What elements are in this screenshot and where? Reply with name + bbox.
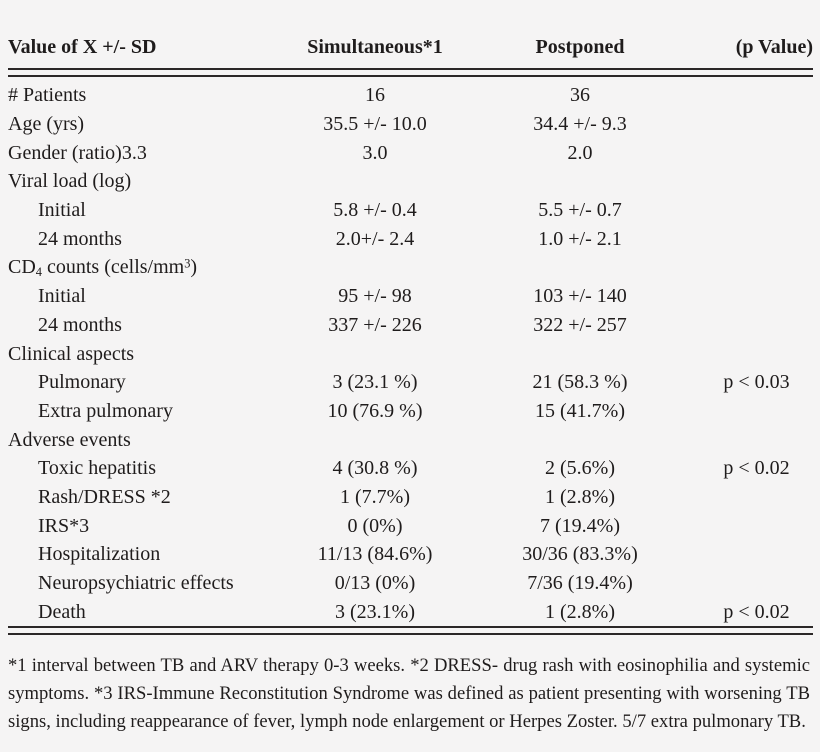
- table-row: [8, 110, 813, 139]
- cell-postponed: 7/36 (19.4%): [527, 572, 633, 595]
- row-label: 24 months: [38, 313, 122, 336]
- cell-postponed: 2 (5.6%): [545, 457, 615, 480]
- cell-simultaneous: 16: [365, 84, 385, 107]
- cell-postponed: 15 (41.7%): [535, 399, 625, 422]
- table-header-row: [8, 34, 813, 60]
- cell-p-value: p < 0.02: [723, 457, 790, 480]
- row-label-text: CD: [8, 256, 36, 279]
- table-row: [8, 167, 813, 196]
- row-label-text: ): [190, 256, 198, 279]
- cell-simultaneous: 35.5 +/- 10.0: [323, 113, 427, 136]
- cell-simultaneous: 0/13 (0%): [334, 572, 416, 595]
- row-label: Death: [38, 600, 86, 623]
- row-label: Clinical aspects: [8, 342, 135, 365]
- row-label: Gender (ratio)3.3: [8, 141, 147, 164]
- table-row: [8, 425, 813, 454]
- cell-simultaneous: 337 +/- 226: [328, 313, 422, 336]
- row-label: Initial: [38, 285, 86, 308]
- row-label-text: counts (cells/mm: [42, 256, 185, 279]
- table-row: [8, 138, 813, 167]
- row-label: [8, 256, 290, 280]
- cell-postponed: 5.5 +/- 0.7: [538, 199, 622, 222]
- cell-simultaneous: 3 (23.1%): [335, 600, 415, 623]
- cell-postponed: 34.4 +/- 9.3: [533, 113, 627, 136]
- cell-postponed: 1.0 +/- 2.1: [538, 227, 622, 250]
- table-row: [8, 311, 813, 340]
- table-row: [8, 282, 813, 311]
- table-row: [8, 196, 813, 225]
- table-row: [8, 454, 813, 483]
- table-row: [8, 483, 813, 512]
- row-label-sub: 4: [35, 265, 42, 280]
- cell-postponed: 21 (58.3 %): [532, 371, 628, 394]
- cell-simultaneous: 10 (76.9 %): [327, 399, 423, 422]
- row-label: Rash/DRESS *2: [38, 485, 171, 508]
- cell-p-value: p < 0.03: [723, 371, 790, 394]
- column-header-postponed: Postponed: [535, 36, 625, 58]
- cell-simultaneous: 95 +/- 98: [338, 285, 412, 308]
- table-row: [8, 597, 813, 626]
- cell-simultaneous: 3 (23.1 %): [332, 371, 418, 394]
- cell-simultaneous: 0 (0%): [347, 514, 403, 537]
- row-label: 24 months: [38, 227, 122, 250]
- row-label: IRS*3: [38, 514, 90, 537]
- table-row: [8, 397, 813, 426]
- cell-simultaneous: 11/13 (84.6%): [317, 543, 433, 566]
- cell-postponed: 1 (2.8%): [545, 485, 615, 508]
- cell-postponed: 1 (2.8%): [545, 600, 615, 623]
- table-row: [8, 253, 813, 282]
- cell-postponed: 7 (19.4%): [540, 514, 620, 537]
- row-label-sup: 3: [184, 256, 191, 271]
- row-label: # Patients: [8, 84, 87, 107]
- table-row: [8, 224, 813, 253]
- table-row: [8, 540, 813, 569]
- table-row: [8, 339, 813, 368]
- row-label: Initial: [38, 199, 86, 222]
- cell-postponed: 36: [570, 84, 590, 107]
- table-row: [8, 81, 813, 110]
- table-row: [8, 569, 813, 598]
- row-label: Age (yrs): [8, 113, 85, 136]
- cell-simultaneous: 1 (7.7%): [340, 485, 410, 508]
- table-row: [8, 368, 813, 397]
- header-rule: [8, 68, 813, 77]
- cell-postponed: 322 +/- 257: [533, 313, 627, 336]
- table-body: [8, 81, 813, 626]
- row-label: Toxic hepatitis: [38, 457, 157, 480]
- table-row: [8, 511, 813, 540]
- column-header-value-of-x: Value of X +/- SD: [8, 36, 157, 58]
- cell-simultaneous: 3.0: [362, 141, 388, 164]
- cell-simultaneous: 4 (30.8 %): [332, 457, 418, 480]
- footer-rule: [8, 626, 813, 635]
- row-label: Adverse events: [8, 428, 131, 451]
- row-label: Viral load (log): [8, 170, 132, 193]
- cell-postponed: 2.0: [567, 141, 593, 164]
- column-header-simultaneous: Simultaneous*1: [307, 36, 443, 58]
- column-header-p-value: (p Value): [735, 36, 813, 58]
- data-table: [8, 34, 813, 635]
- cell-postponed: 30/36 (83.3%): [522, 543, 638, 566]
- table-footnote: *1 interval between TB and ARV therapy 0-3 weeks. *2 DRESS- drug rash with eosinophilia and systemic symptoms. *3 IRS-Immune Reconstitution Syndrome was defined as patient presenting with worsening TB signs, including reappearance of fever, lymph node enlargement or Herpes Zoster. 5/7 extra pulmonary TB.: [8, 655, 810, 733]
- cell-postponed: 103 +/- 140: [533, 285, 627, 308]
- row-label: Hospitalization: [38, 543, 161, 566]
- cell-p-value: p < 0.02: [723, 600, 790, 623]
- row-label: Neuropsychiatric effects: [38, 572, 234, 595]
- cell-simultaneous: 2.0+/- 2.4: [335, 227, 415, 250]
- row-label: Pulmonary: [38, 371, 126, 394]
- cell-simultaneous: 5.8 +/- 0.4: [333, 199, 417, 222]
- row-label: Extra pulmonary: [38, 399, 173, 422]
